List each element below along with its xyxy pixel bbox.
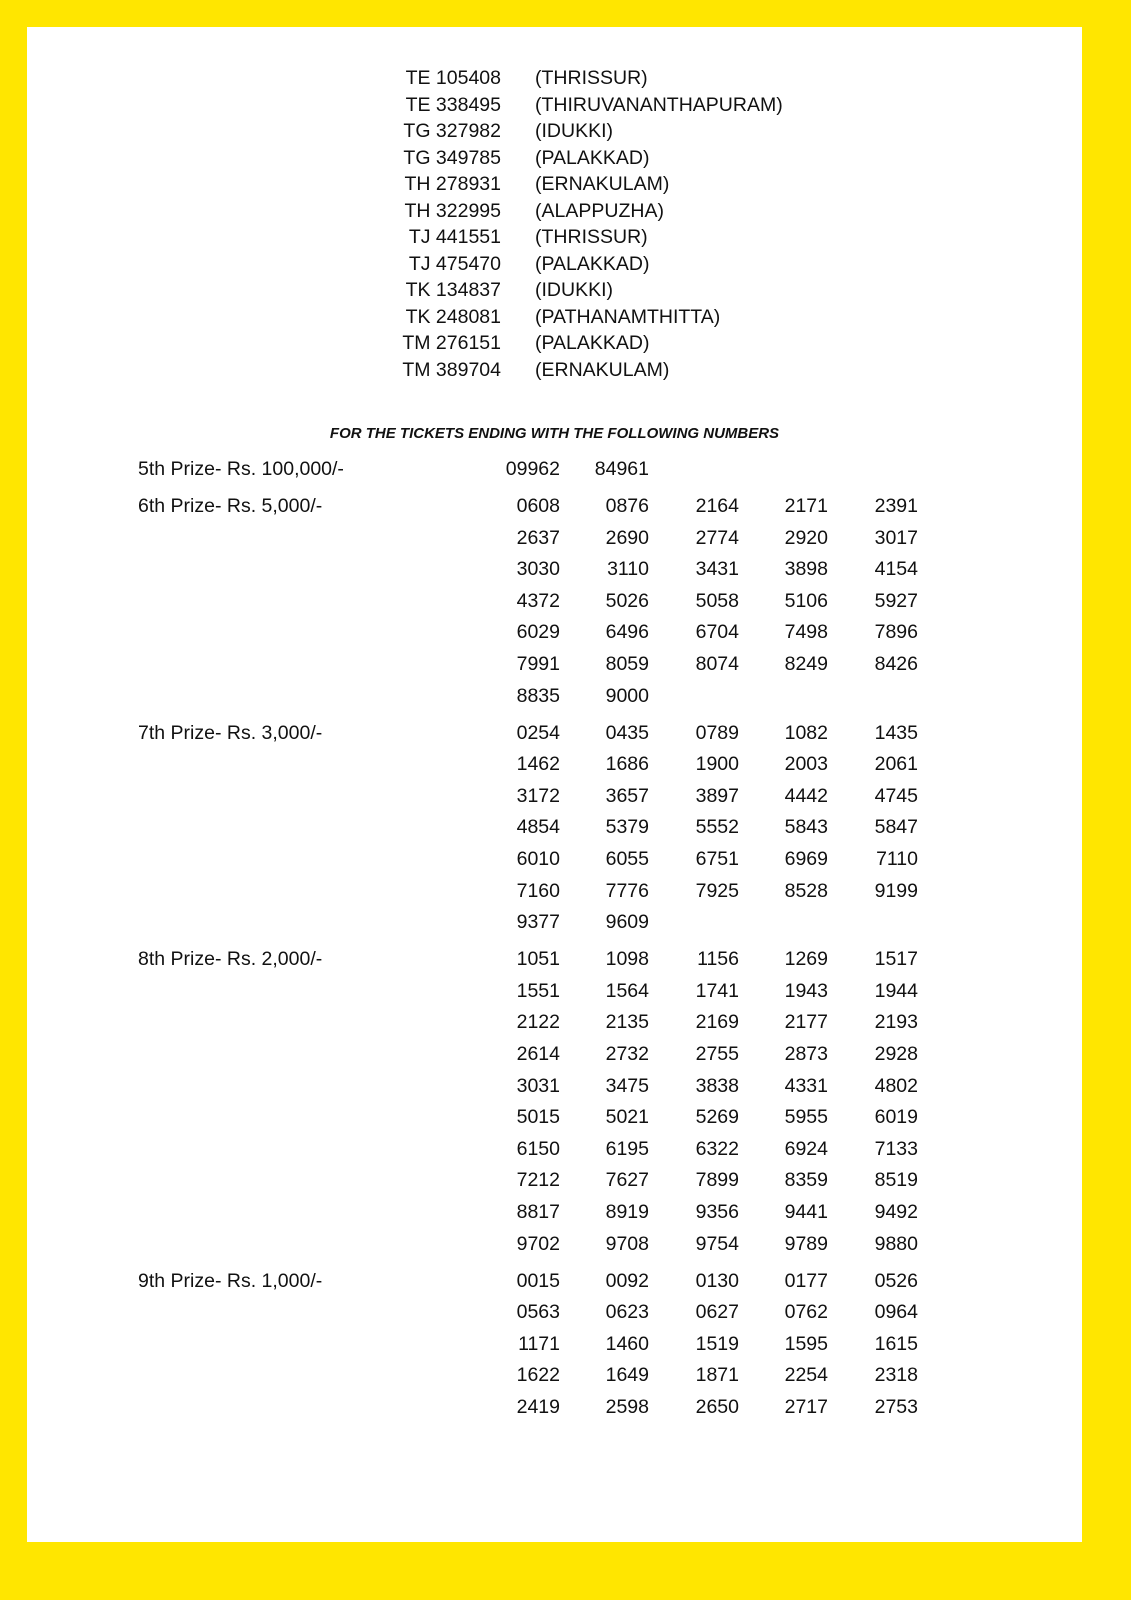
winning-number: 9708 <box>605 1232 649 1255</box>
winning-number: 9356 <box>695 1201 739 1223</box>
winning-number: 1082 <box>784 721 828 744</box>
ticket-number: TH 322995 <box>404 199 501 222</box>
winning-number: 7896 <box>874 621 918 644</box>
ticket-number: TE 105408 <box>405 67 501 89</box>
winning-number: 7899 <box>695 1169 739 1192</box>
winning-number: 5269 <box>695 1106 739 1129</box>
winning-number: 5955 <box>784 1106 828 1129</box>
winning-number: 2254 <box>784 1364 828 1387</box>
winning-number: 2753 <box>874 1396 918 1418</box>
winning-number: 0254 <box>516 721 560 744</box>
winning-number: 1741 <box>695 979 739 1002</box>
winning-number: 1460 <box>605 1332 649 1355</box>
winning-number: 0623 <box>605 1301 649 1324</box>
ticket-number: TG 349785 <box>403 146 501 169</box>
district-name: (ERNAKULAM) <box>535 173 670 195</box>
winning-number: 3017 <box>874 526 918 549</box>
winning-number: 1462 <box>516 753 560 776</box>
winning-number: 5106 <box>784 589 828 612</box>
winning-number: 1649 <box>605 1364 649 1387</box>
winning-number: 1551 <box>516 979 560 1002</box>
section-heading: FOR THE TICKETS ENDING WITH THE FOLLOWING NUMBERS <box>329 425 780 442</box>
winning-number: 7110 <box>876 848 918 870</box>
winning-number: 1564 <box>605 979 649 1002</box>
winning-number: 6496 <box>605 621 649 644</box>
result-page <box>27 27 1082 1542</box>
winning-number: 4331 <box>784 1074 828 1097</box>
district-name: (PALAKKAD) <box>535 332 650 354</box>
winning-number: 0627 <box>695 1301 739 1324</box>
winning-number: 1944 <box>874 979 918 1002</box>
winning-number: 5026 <box>605 589 649 612</box>
winning-number: 5015 <box>516 1106 560 1129</box>
winning-number: 0762 <box>784 1301 828 1324</box>
winning-number: 2419 <box>516 1396 560 1418</box>
winning-number: 7991 <box>516 653 560 675</box>
winning-number: 1615 <box>874 1332 918 1355</box>
winning-number: 8528 <box>784 879 828 902</box>
winning-number: 9789 <box>784 1232 828 1255</box>
winning-number: 9492 <box>874 1201 918 1223</box>
winning-number: 1171 <box>518 1332 560 1355</box>
winning-number: 5058 <box>695 589 739 612</box>
winning-number: 5843 <box>784 816 828 839</box>
district-name: (PATHANAMTHITTA) <box>535 305 721 328</box>
winning-number: 5552 <box>695 816 739 839</box>
prize-label: 7th Prize- Rs. 3,000/- <box>138 721 323 744</box>
winning-number: 7776 <box>605 879 649 902</box>
district-name: (ERNAKULAM) <box>535 358 670 381</box>
winning-number: 0964 <box>874 1301 918 1324</box>
winning-number: 9754 <box>695 1232 739 1255</box>
winning-number: 2690 <box>605 526 649 549</box>
winning-number: 1517 <box>874 948 918 971</box>
winning-number: 6150 <box>516 1137 560 1160</box>
ticket-number: TM 389704 <box>402 358 501 381</box>
winning-number: 7212 <box>516 1169 560 1192</box>
ticket-number: TK 248081 <box>405 305 501 328</box>
winning-number: 6924 <box>784 1137 828 1160</box>
winning-number: 1435 <box>874 721 918 744</box>
winning-number: 2928 <box>874 1043 918 1065</box>
winning-number: 7627 <box>605 1169 649 1192</box>
winning-number: 9880 <box>874 1232 918 1255</box>
winning-number: 2873 <box>784 1043 828 1065</box>
winning-number: 2318 <box>874 1364 918 1387</box>
district-name: (IDUKKI) <box>535 120 613 142</box>
winning-number: 9441 <box>784 1201 828 1223</box>
winning-number: 4442 <box>784 784 828 807</box>
winning-number: 3031 <box>516 1074 560 1097</box>
winning-number: 2177 <box>784 1011 828 1034</box>
winning-number: 2650 <box>695 1396 739 1418</box>
winning-number: 2171 <box>784 495 828 517</box>
winning-number: 1622 <box>516 1364 560 1387</box>
winning-number: 4154 <box>874 558 918 581</box>
prize-label: 5th Prize- Rs. 100,000/- <box>138 458 344 480</box>
winning-number: 3475 <box>605 1074 649 1097</box>
winning-number: 8249 <box>784 653 828 675</box>
winning-number: 2637 <box>516 526 560 549</box>
winning-number: 6029 <box>516 621 560 644</box>
district-name: (THRISSUR) <box>535 67 648 89</box>
winning-number: 3897 <box>695 784 739 807</box>
winning-number: 2614 <box>516 1043 560 1065</box>
winning-number: 2598 <box>605 1396 649 1418</box>
winning-number: 7925 <box>695 879 739 902</box>
winning-number: 2135 <box>605 1011 649 1034</box>
winning-number: 0130 <box>695 1269 739 1292</box>
ticket-number: TM 276151 <box>402 332 501 354</box>
winning-number: 0789 <box>695 721 739 744</box>
winning-number: 8059 <box>605 653 649 675</box>
winning-number: 2755 <box>695 1043 739 1065</box>
prize-label: 6th Prize- Rs. 5,000/- <box>138 495 323 517</box>
winning-number: 0876 <box>605 495 649 517</box>
winning-number: 3838 <box>695 1074 739 1097</box>
winning-number: 3898 <box>784 558 828 581</box>
winning-number: 84961 <box>594 458 649 480</box>
winning-number: 9702 <box>516 1232 560 1255</box>
winning-number: 2717 <box>784 1396 828 1418</box>
prize-label: 8th Prize- Rs. 2,000/- <box>138 948 323 971</box>
district-name: (PALAKKAD) <box>535 252 650 275</box>
winning-number: 1269 <box>784 948 828 971</box>
winning-number: 1686 <box>605 753 649 776</box>
district-name: (PALAKKAD) <box>535 146 650 169</box>
winning-number: 2774 <box>695 526 739 549</box>
district-name: (THRISSUR) <box>535 226 648 248</box>
winning-number: 2169 <box>695 1011 739 1034</box>
winning-number: 2732 <box>605 1043 649 1065</box>
ticket-number: TJ 441551 <box>408 226 501 248</box>
winning-number: 3110 <box>607 558 649 581</box>
winning-number: 2193 <box>874 1011 918 1034</box>
winning-number: 2061 <box>874 753 918 776</box>
winning-number: 1098 <box>605 948 649 971</box>
winning-number: 8426 <box>874 653 918 675</box>
winning-number: 1871 <box>695 1364 739 1387</box>
winning-number: 9609 <box>605 911 649 934</box>
winning-number: 5927 <box>874 589 918 612</box>
winning-number: 2164 <box>695 495 739 517</box>
winning-number: 9377 <box>516 911 560 934</box>
district-name: (IDUKKI) <box>535 279 613 301</box>
winning-number: 9199 <box>874 879 918 902</box>
winning-number: 1595 <box>784 1332 828 1355</box>
ticket-number: TH 278931 <box>404 173 501 195</box>
district-name: (THIRUVANANTHAPURAM) <box>535 93 783 116</box>
winning-number: 8074 <box>695 653 739 675</box>
district-name: (ALAPPUZHA) <box>535 199 664 222</box>
winning-number: 8519 <box>874 1169 918 1192</box>
winning-number: 0526 <box>874 1269 918 1292</box>
prize-label: 9th Prize- Rs. 1,000/- <box>138 1269 323 1292</box>
winning-number: 0015 <box>516 1269 560 1292</box>
winning-number: 4745 <box>874 784 918 807</box>
winning-number: 7133 <box>874 1137 918 1160</box>
winning-number: 2920 <box>784 526 828 549</box>
winning-number: 6969 <box>784 848 828 870</box>
winning-number: 6751 <box>695 848 739 870</box>
winning-number: 6010 <box>516 848 560 870</box>
winning-number: 3657 <box>605 784 649 807</box>
winning-number: 8359 <box>784 1169 828 1192</box>
winning-number: 3030 <box>516 558 560 581</box>
winning-number: 1156 <box>697 948 739 971</box>
winning-number: 6195 <box>605 1137 649 1160</box>
winning-number: 4372 <box>516 589 560 612</box>
winning-number: 1943 <box>784 979 828 1002</box>
winning-number: 0563 <box>516 1301 560 1324</box>
ticket-number: TJ 475470 <box>408 252 501 275</box>
winning-number: 1519 <box>695 1332 739 1355</box>
ticket-number: TK 134837 <box>405 279 501 301</box>
winning-number: 2003 <box>784 753 828 776</box>
winning-number: 7498 <box>784 621 828 644</box>
ticket-number: TG 327982 <box>403 120 501 142</box>
winning-number: 6322 <box>695 1137 739 1160</box>
winning-number: 5021 <box>605 1106 649 1129</box>
winning-number: 1051 <box>516 948 560 971</box>
winning-number: 0608 <box>516 495 560 517</box>
winning-number: 4802 <box>874 1074 918 1097</box>
winning-number: 6704 <box>695 621 739 644</box>
winning-number: 5379 <box>605 816 649 839</box>
winning-number: 5847 <box>874 816 918 839</box>
winning-number: 8817 <box>516 1201 560 1223</box>
winning-number: 6019 <box>874 1106 918 1129</box>
winning-number: 6055 <box>605 848 649 870</box>
winning-number: 0092 <box>605 1269 649 1292</box>
winning-number: 09962 <box>505 458 560 480</box>
winning-number: 0435 <box>605 721 649 744</box>
winning-number: 8919 <box>605 1201 649 1223</box>
winning-number: 0177 <box>784 1269 828 1292</box>
winning-number: 3172 <box>516 784 560 807</box>
winning-number: 4854 <box>516 816 560 839</box>
winning-number: 7160 <box>516 879 560 902</box>
winning-number: 2391 <box>874 495 918 517</box>
winning-number: 2122 <box>516 1011 560 1034</box>
winning-number: 1900 <box>695 753 739 776</box>
winning-number: 9000 <box>605 684 649 707</box>
winning-number: 8835 <box>516 684 560 707</box>
winning-number: 3431 <box>695 558 739 581</box>
ticket-number: TE 338495 <box>405 93 501 116</box>
